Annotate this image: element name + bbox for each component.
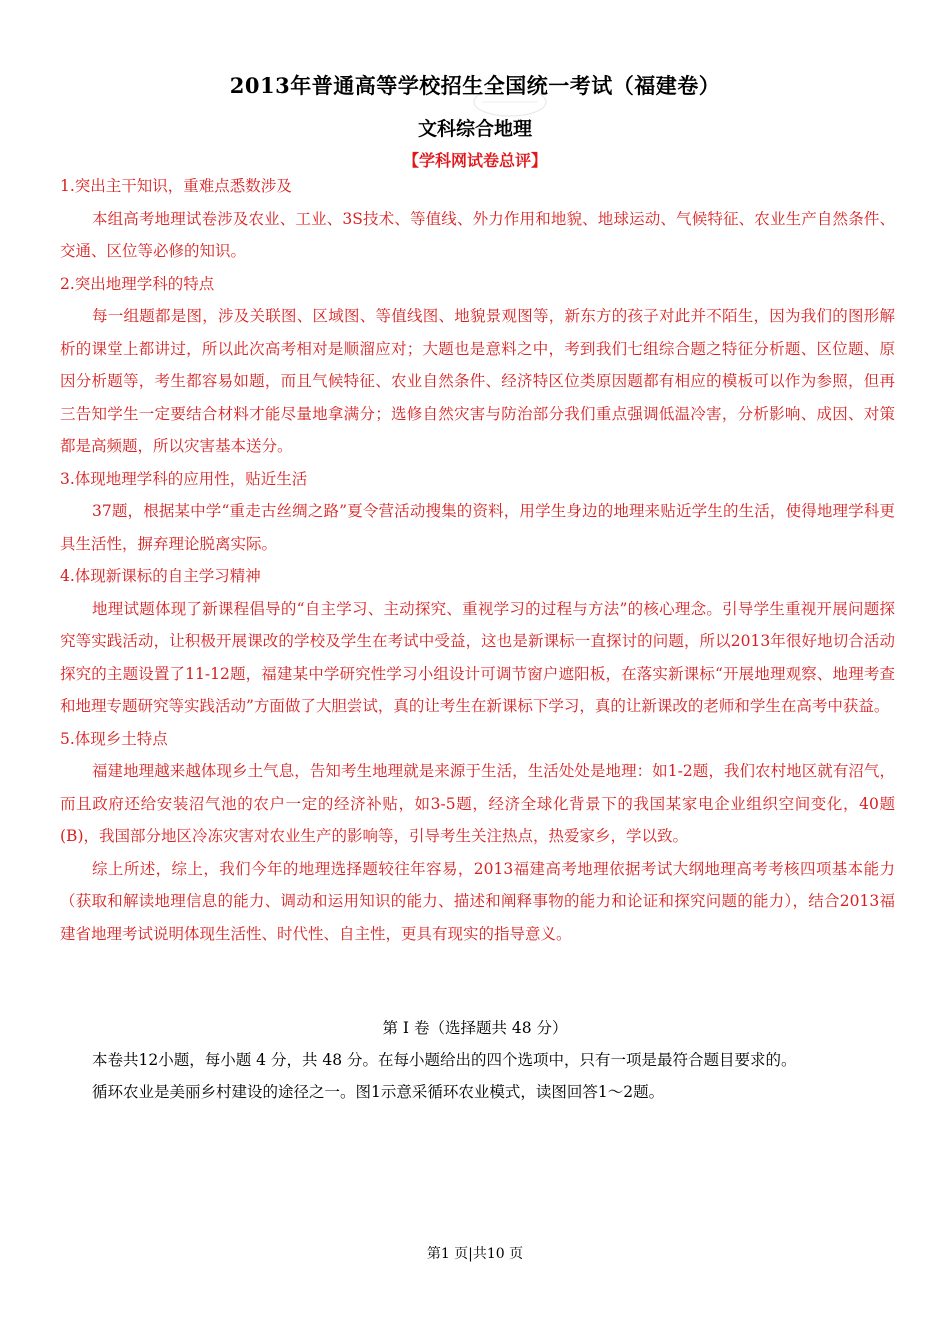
section-heading-1: 1.突出主干知识，重难点悉数涉及 xyxy=(60,177,292,195)
review-tag: 【学科网试卷总评】 xyxy=(402,151,547,170)
part1-title: 第 Ⅰ 卷（选择题共 48 分） xyxy=(382,1019,568,1037)
section-text-5: 福建地理越来越体现乡土气息，告知考生地理就是来源于生活，生活处处是地理：如1-2题，我们农村地区就有沼气，而且政府还给安装沼气池的农户一定的经济补贴，如3-5题，经济全球化背景下的我国某家电企业组织空间变化，40题(B)，我国部分地区冷冻灾害对农业生产的影响等，引导考生关注热点，热爱家乡，学以致。 xyxy=(60,762,895,845)
part1-instructions xyxy=(60,1044,895,1108)
section-heading-5: 5.体现乡土特点 xyxy=(60,729,168,748)
review-body xyxy=(60,170,895,950)
section-text-1: 本组高考地理试卷涉及农业、工业、3S技术、等值线、外力作用和地貌、地球运动、气候特征、农业生产自然条件、交通、区位等必修的知识。 xyxy=(60,209,895,260)
section-text-2: 每一组题都是图，涉及关联图、区域图、等值线图、地貌景观图等，新东方的孩子对此并不陌生，因为我们的图形解析的课堂上都讲过，所以此次高考相对是顺溜应对；大题也是意料之中，考到我们七组综合题之特征分析题、区位题、原因分析题等，考生都容易如题，而且气候特征、农业自然条件、经济特区位类原因题都有相应的模板可以作为参照，但再三告知学生一定要结合材料才能尽量地拿满分；选修自然灾害与防治部分我们重点强调低温冷害，分析影响、成因、对策都是高频题，所以灾害基本送分。 xyxy=(60,307,895,455)
exam-title: 2013年普通高等学校招生全国统一考试（福建卷） xyxy=(229,73,721,98)
section-text-3: 37题，根据某中学“重走古丝绸之路”夏令营活动搜集的资料，用学生身边的地理来贴近学生的生活，使得地理学科更具生活性，摒弃理论脱离实际。 xyxy=(60,502,895,553)
summary-text: 综上所述，综上，我们今年的地理选择题较往年容易，2013福建高考地理依据考试大纲地理高考考核四项基本能力（获取和解读地理信息的能力、调动和运用知识的能力、描述和阐释事物的能力和论证和探究问题的能力），结合2013福建省地理考试说明体现生活性、时代性、自主性，更具有现实的指导意义。 xyxy=(60,859,895,943)
section-heading-2: 2.突出地理学科的特点 xyxy=(60,274,215,293)
section-heading-4: 4.体现新课标的自主学习精神 xyxy=(60,567,261,585)
section-text-4: 地理试题体现了新课程倡导的“自主学习、主动探究、重视学习的过程与方法”的核心理念。引导学生重视开展问题探究等实践活动，让积极开展课改的学校及学生在考试中受益，这也是新课标一直探讨的问题，所以2013年很好地切合活动探究的主题设置了11-12题，福建某中学研究性学习小组设计可调节窗户遮阳板，在落实新课标“开展地理观察、地理考查和地理专题研究等实践活动”方面做了大胆尝试，真的让考生在新课标下学习，真的让新课改的老师和学生在高考中获益。 xyxy=(60,599,895,715)
part1-instruction-text: 本卷共12小题，每小题 4 分，共 48 分。在每小题给出的四个选项中，只有一项是最符合题目要求的。 xyxy=(92,1051,797,1069)
page-footer: 第1 页|共10 页 xyxy=(426,1246,524,1262)
question-prompt: 循环农业是美丽乡村建设的途径之一。图1示意采循环农业模式，读图回答1～2题。 xyxy=(92,1083,665,1101)
exam-subtitle: 文科综合地理 xyxy=(417,118,532,140)
section-heading-3: 3.体现地理学科的应用性，贴近生活 xyxy=(60,469,308,488)
